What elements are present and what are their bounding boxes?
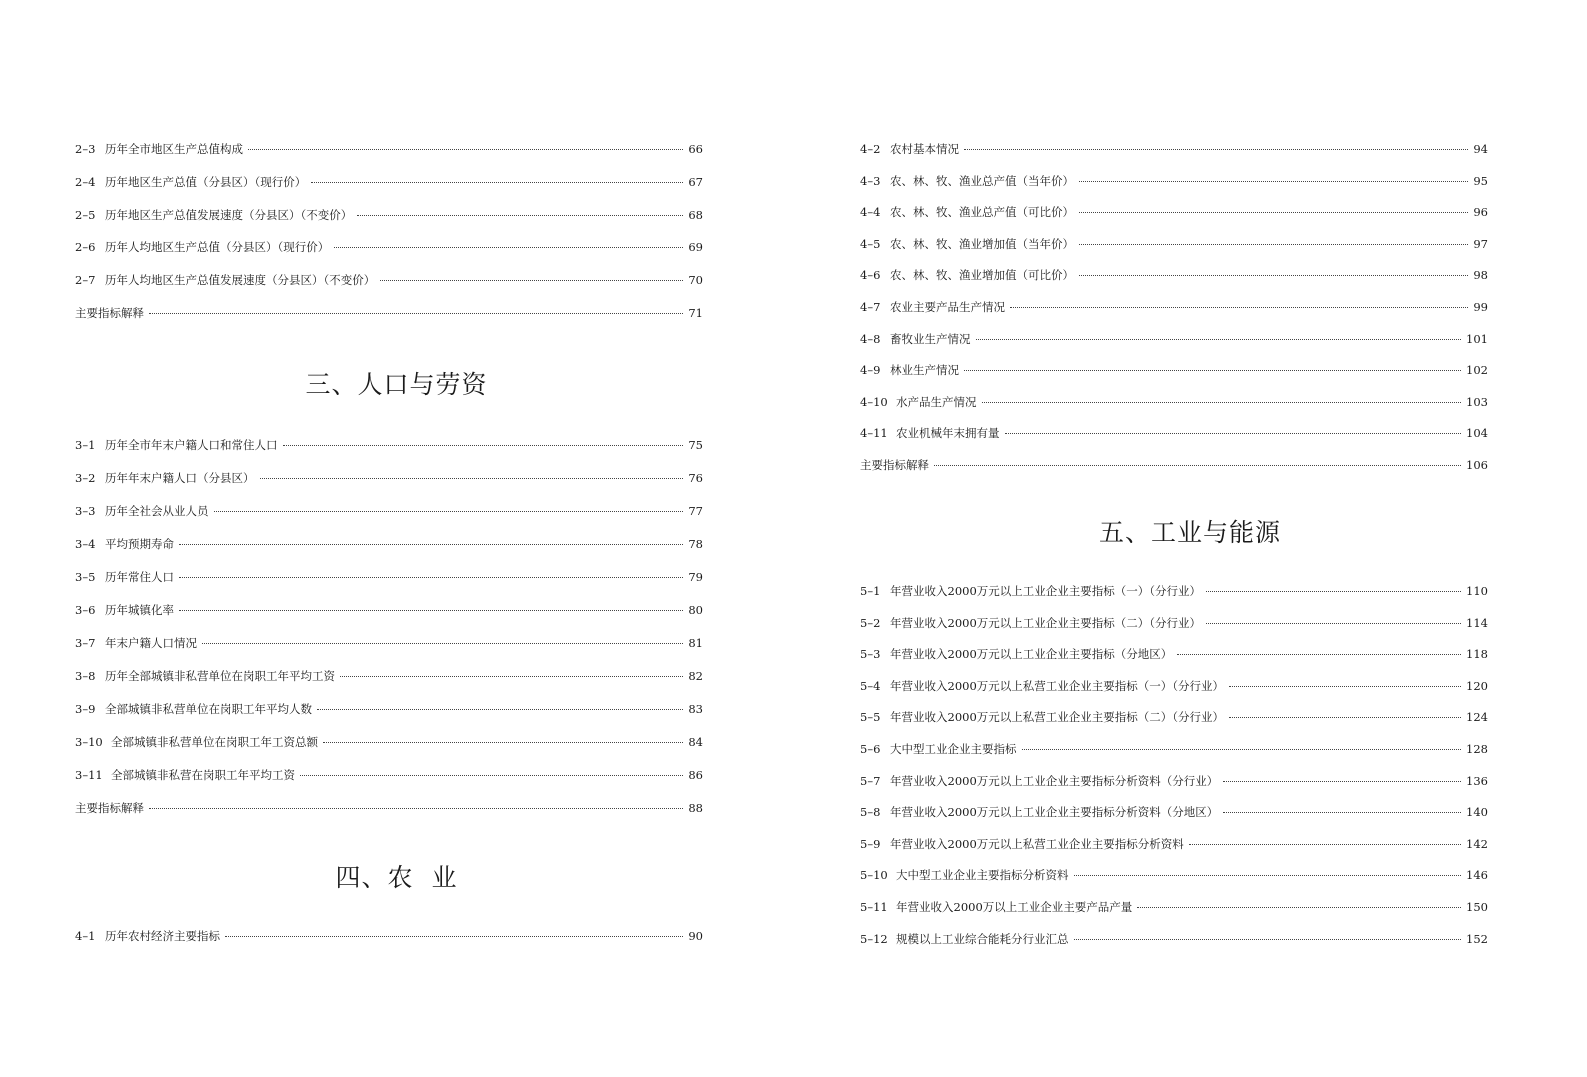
toc-dot-leader: [179, 543, 683, 545]
toc-dot-leader: [1223, 811, 1461, 813]
toc-entry-title: 畜牧业生产情况: [890, 331, 971, 346]
toc-entry[interactable]: [75, 701, 703, 717]
toc-dot-leader: [357, 214, 683, 216]
toc-entry-title: 年营业收入2000万元以上私营工业企业主要指标（二）（分行业）: [890, 710, 1225, 725]
toc-entry-number: 4–2: [860, 142, 881, 156]
toc-entry-number: 5–6: [860, 742, 881, 756]
toc-entry-title: 年营业收入2000万元以上工业企业主要指标（一）（分行业）: [890, 584, 1202, 598]
toc-entry-number: 5–11: [860, 900, 888, 914]
toc-entry-page-number: 146: [1466, 868, 1488, 883]
toc-entry-page-number: 82: [688, 669, 703, 683]
toc-entry-number: 4–9: [860, 363, 881, 378]
toc-dot-leader: [1079, 180, 1468, 182]
toc-entry-page-number: 102: [1466, 363, 1488, 378]
toc-dot-leader: [1079, 274, 1468, 276]
toc-entry-page-number: 70: [688, 273, 703, 288]
toc-entry-title: 农、林、牧、渔业总产值（可比价）: [890, 205, 1074, 220]
toc-entry[interactable]: [860, 204, 1488, 220]
toc-entry-number: 4–5: [860, 236, 881, 251]
toc-entry[interactable]: [75, 207, 703, 223]
toc-entry-number: 4–11: [860, 426, 888, 441]
toc-entry[interactable]: [860, 173, 1488, 189]
toc-entry[interactable]: [75, 174, 703, 190]
toc-entry-title: 农业主要产品生产情况: [890, 300, 1005, 314]
toc-entry-page-number: 94: [1473, 142, 1488, 156]
toc-entry-title: 历年农村经济主要指标: [105, 929, 220, 943]
toc-entry-number: 5–4: [860, 678, 881, 693]
toc-entry-page-number: 71: [688, 306, 703, 320]
section-heading-agriculture: 四、农 业: [335, 863, 458, 892]
toc-dot-leader: [1137, 906, 1461, 908]
toc-entry[interactable]: [860, 867, 1488, 883]
toc-entry[interactable]: [75, 536, 703, 552]
toc-entry-number: 2–5: [75, 207, 96, 222]
toc-entry-number: 5–2: [860, 615, 881, 630]
toc-dot-leader: [964, 369, 1461, 371]
toc-dot-leader: [149, 312, 683, 314]
toc-entry[interactable]: [860, 615, 1488, 631]
toc-dot-leader: [1022, 748, 1462, 750]
toc-dot-leader: [225, 935, 683, 937]
toc-entry-number: 3–2: [75, 471, 96, 485]
toc-entry-page-number: 67: [688, 174, 703, 189]
toc-dot-leader: [1010, 306, 1468, 308]
toc-dot-leader: [179, 576, 683, 578]
toc-entry-number: 3–10: [75, 735, 103, 749]
toc-entry-title: 全部城镇非私营在岗职工年平均工资: [111, 768, 295, 782]
toc-entry-title: 大中型工业企业主要指标分析资料: [896, 868, 1069, 883]
toc-entry-title: 历年人均地区生产总值发展速度（分县区）（不变价）: [105, 273, 376, 288]
toc-entry-title: 历年全部城镇非私营单位在岗职工年平均工资: [105, 669, 335, 683]
toc-dot-leader: [202, 642, 683, 644]
toc-entry[interactable]: [860, 931, 1488, 947]
toc-entry-number: 2–7: [75, 273, 96, 288]
toc-dot-leader: [976, 338, 1462, 340]
toc-entry[interactable]: [860, 141, 1488, 157]
toc-entry[interactable]: [75, 437, 703, 453]
toc-entry-page-number: 104: [1466, 426, 1488, 441]
right-page: [793, 0, 1587, 1077]
toc-entry-title: 农村基本情况: [890, 142, 959, 156]
toc-entry[interactable]: [75, 239, 703, 255]
toc-dot-leader: [323, 741, 683, 743]
toc-entry-page-number: 118: [1466, 647, 1488, 662]
toc-entry[interactable]: [860, 646, 1488, 662]
toc-entry-number: 4–6: [860, 268, 881, 283]
toc-entry-number: 3–3: [75, 504, 96, 518]
toc-dot-leader: [380, 279, 683, 281]
toc-entry[interactable]: [860, 362, 1488, 378]
toc-entry-page-number: 114: [1466, 615, 1488, 630]
toc-dot-leader: [248, 148, 683, 150]
toc-entry-title: 历年地区生产总值（分县区）（现行价）: [105, 174, 307, 189]
toc-dot-leader: [1206, 590, 1461, 592]
toc-entry[interactable]: [75, 602, 703, 618]
toc-entry-page-number: 77: [688, 504, 703, 518]
toc-entry-title: 全部城镇非私营单位在岗职工年工资总额: [111, 735, 318, 749]
toc-entry[interactable]: [75, 569, 703, 585]
toc-entry-page-number: 83: [688, 702, 703, 716]
toc-entry-title: 年营业收入2000万以上工业企业主要产品产量: [896, 900, 1133, 914]
toc-entry-number: 4–3: [860, 173, 881, 188]
toc-entry-title: 水产品生产情况: [896, 394, 977, 409]
toc-entry[interactable]: [860, 457, 1488, 473]
toc-entry-page-number: 120: [1466, 678, 1488, 693]
toc-entry-title: 历年全市地区生产总值构成: [105, 142, 243, 156]
toc-entry-title: 历年全市年末户籍人口和常住人口: [105, 438, 278, 452]
toc-dot-leader: [1189, 843, 1461, 845]
toc-entry[interactable]: [75, 767, 703, 783]
toc-dot-leader: [1079, 211, 1468, 213]
toc-entry-page-number: 106: [1466, 458, 1488, 472]
toc-entry-number: 4–10: [860, 394, 888, 409]
toc-entry-page-number: 99: [1473, 300, 1488, 314]
toc-entry-number: 3–7: [75, 636, 96, 650]
toc-entry-title: 年末户籍人口情况: [105, 636, 197, 650]
toc-entry-page-number: 152: [1466, 931, 1488, 946]
toc-entry-title: 历年全社会从业人员: [105, 504, 209, 518]
left-page: [0, 0, 793, 1077]
toc-entry-page-number: 128: [1466, 742, 1488, 756]
toc-entry-page-number: 97: [1473, 236, 1488, 251]
toc-entry-title: 林业生产情况: [890, 363, 959, 378]
toc-entry-title: 大中型工业企业主要指标: [890, 742, 1017, 756]
toc-entry-page-number: 101: [1466, 331, 1488, 346]
toc-entry-number: 4–7: [860, 300, 881, 314]
toc-entry-page-number: 140: [1466, 805, 1488, 820]
toc-dot-leader: [334, 246, 683, 248]
toc-entry-number: 3–11: [75, 768, 103, 782]
toc-entry-title: 年营业收入2000万元以上工业企业主要指标（分地区）: [890, 647, 1173, 662]
toc-entry-title: 历年年末户籍人口（分县区）: [105, 471, 255, 485]
toc-entry-number: 5–1: [860, 584, 881, 598]
toc-entry-page-number: 84: [688, 735, 703, 749]
toc-entry[interactable]: [75, 734, 703, 750]
toc-entry-number: 2–3: [75, 142, 96, 156]
toc-dot-leader: [283, 444, 684, 446]
toc-entry-page-number: 79: [688, 570, 703, 584]
toc-entry-title: 主要指标解释: [75, 801, 144, 815]
toc-entry-title: 规模以上工业综合能耗分行业汇总: [896, 931, 1069, 946]
toc-entry-title: 农、林、牧、渔业增加值（可比价）: [890, 268, 1074, 283]
toc-entry-page-number: 124: [1466, 710, 1488, 725]
toc-entry-title: 历年地区生产总值发展速度（分县区）（不变价）: [105, 207, 353, 222]
toc-entry-page-number: 98: [1473, 268, 1488, 283]
toc-entry[interactable]: [75, 141, 703, 157]
section-heading-population-labor: 三、人口与劳资: [305, 370, 488, 399]
toc-entry-number: 4–1: [75, 929, 96, 943]
toc-entry-page-number: 75: [688, 438, 703, 452]
toc-entry-number: 5–5: [860, 710, 881, 725]
toc-entry[interactable]: [75, 668, 703, 684]
toc-entry-number: 4–8: [860, 331, 881, 346]
toc-entry-page-number: 103: [1466, 394, 1488, 409]
toc-entry[interactable]: [860, 709, 1488, 725]
toc-entry-page-number: 88: [688, 801, 703, 815]
toc-dot-leader: [340, 675, 683, 677]
toc-entry[interactable]: [75, 470, 703, 486]
toc-entry-number: 5–7: [860, 773, 881, 788]
toc-entry-title: 农、林、牧、渔业总产值（当年价）: [890, 173, 1074, 188]
toc-dot-leader: [179, 609, 683, 611]
toc-dot-leader: [300, 774, 683, 776]
toc-entry-title: 年营业收入2000万元以上工业企业主要指标分析资料（分行业）: [890, 773, 1219, 788]
toc-entry-page-number: 69: [688, 240, 703, 255]
toc-entry-title: 全部城镇非私营单位在岗职工年平均人数: [105, 702, 312, 716]
toc-entry[interactable]: [860, 741, 1488, 757]
toc-dot-leader: [214, 510, 684, 512]
toc-entry[interactable]: [75, 272, 703, 288]
toc-dot-leader: [1223, 780, 1461, 782]
toc-entry-page-number: 96: [1473, 205, 1488, 220]
toc-entry-title: 平均预期寿命: [105, 537, 174, 551]
toc-entry-page-number: 66: [688, 142, 703, 156]
toc-entry[interactable]: [860, 299, 1488, 315]
toc-entry-page-number: 90: [688, 929, 703, 943]
toc-entry[interactable]: [75, 305, 703, 321]
toc-entry-number: 3–9: [75, 702, 96, 716]
toc-entry-number: 5–9: [860, 836, 881, 851]
toc-entry[interactable]: [860, 836, 1488, 852]
toc-dot-leader: [317, 708, 683, 710]
toc-entry-page-number: 68: [688, 207, 703, 222]
toc-dot-leader: [311, 181, 683, 183]
toc-entry[interactable]: [75, 635, 703, 651]
toc-entry-title: 年营业收入2000万元以上私营工业企业主要指标（一）（分行业）: [890, 678, 1225, 693]
toc-entry[interactable]: [860, 678, 1488, 694]
toc-entry[interactable]: [860, 583, 1488, 599]
toc-entry-number: 2–6: [75, 240, 96, 255]
toc-dot-leader: [964, 148, 1468, 150]
toc-dot-leader: [1079, 243, 1468, 245]
toc-entry-title: 主要指标解释: [75, 306, 144, 320]
toc-entry-page-number: 150: [1466, 900, 1488, 914]
toc-entry-title: 年营业收入2000万元以上工业企业主要指标分析资料（分地区）: [890, 805, 1219, 820]
toc-dot-leader: [1074, 874, 1462, 876]
toc-dot-leader: [1074, 938, 1462, 940]
toc-entry-title: 年营业收入2000万元以上工业企业主要指标（二）（分行业）: [890, 615, 1202, 630]
toc-dot-leader: [260, 477, 684, 479]
toc-entry[interactable]: [75, 503, 703, 519]
toc-entry[interactable]: [860, 804, 1488, 820]
toc-entry-number: 5–8: [860, 805, 881, 820]
toc-entry-number: 3–1: [75, 438, 96, 452]
toc-entry-number: 3–6: [75, 603, 96, 617]
toc-entry-page-number: 80: [688, 603, 703, 617]
toc-entry-number: 4–4: [860, 205, 881, 220]
toc-entry-page-number: 86: [688, 768, 703, 782]
toc-entry[interactable]: [860, 236, 1488, 252]
toc-entry-title: 历年常住人口: [105, 570, 174, 584]
toc-entry-title: 农、林、牧、渔业增加值（当年价）: [890, 236, 1074, 251]
toc-entry-page-number: 136: [1466, 773, 1488, 788]
toc-dot-leader: [1206, 622, 1461, 624]
toc-entry[interactable]: [860, 899, 1488, 915]
toc-entry[interactable]: [75, 928, 703, 944]
toc-entry-number: 5–10: [860, 868, 888, 883]
toc-entry[interactable]: [75, 800, 703, 816]
toc-entry-page-number: 142: [1466, 836, 1488, 851]
toc-entry-page-number: 95: [1473, 173, 1488, 188]
toc-entry-title: 年营业收入2000万元以上私营工业企业主要指标分析资料: [890, 836, 1184, 851]
toc-entry[interactable]: [860, 394, 1488, 410]
toc-dot-leader: [1177, 653, 1461, 655]
toc-entry[interactable]: [860, 773, 1488, 789]
toc-dot-leader: [1229, 685, 1461, 687]
toc-entry-title: 历年城镇化率: [105, 603, 174, 617]
toc-entry[interactable]: [860, 331, 1488, 347]
toc-dot-leader: [1005, 432, 1462, 434]
section-heading-industry-energy: 五、工业与能源: [1098, 518, 1281, 547]
toc-entry[interactable]: [860, 267, 1488, 283]
toc-entry-number: 5–12: [860, 931, 888, 946]
toc-entry-page-number: 76: [688, 471, 703, 485]
toc-entry-number: 5–3: [860, 647, 881, 662]
toc-dot-leader: [1229, 716, 1461, 718]
toc-entry-page-number: 81: [688, 636, 703, 650]
toc-entry-page-number: 78: [688, 537, 703, 551]
toc-dot-leader: [982, 401, 1462, 403]
toc-entry-title: 农业机械年末拥有量: [896, 426, 1000, 441]
toc-entry-number: 3–8: [75, 669, 96, 683]
toc-entry-title: 主要指标解释: [860, 458, 929, 472]
toc-entry-number: 3–5: [75, 570, 96, 584]
toc-dot-leader: [934, 464, 1461, 466]
toc-dot-leader: [149, 807, 683, 809]
toc-entry-title: 历年人均地区生产总值（分县区）（现行价）: [105, 240, 330, 255]
toc-entry-page-number: 110: [1466, 584, 1488, 598]
toc-entry-number: 2–4: [75, 174, 96, 189]
toc-entry-number: 3–4: [75, 537, 96, 551]
toc-entry[interactable]: [860, 425, 1488, 441]
